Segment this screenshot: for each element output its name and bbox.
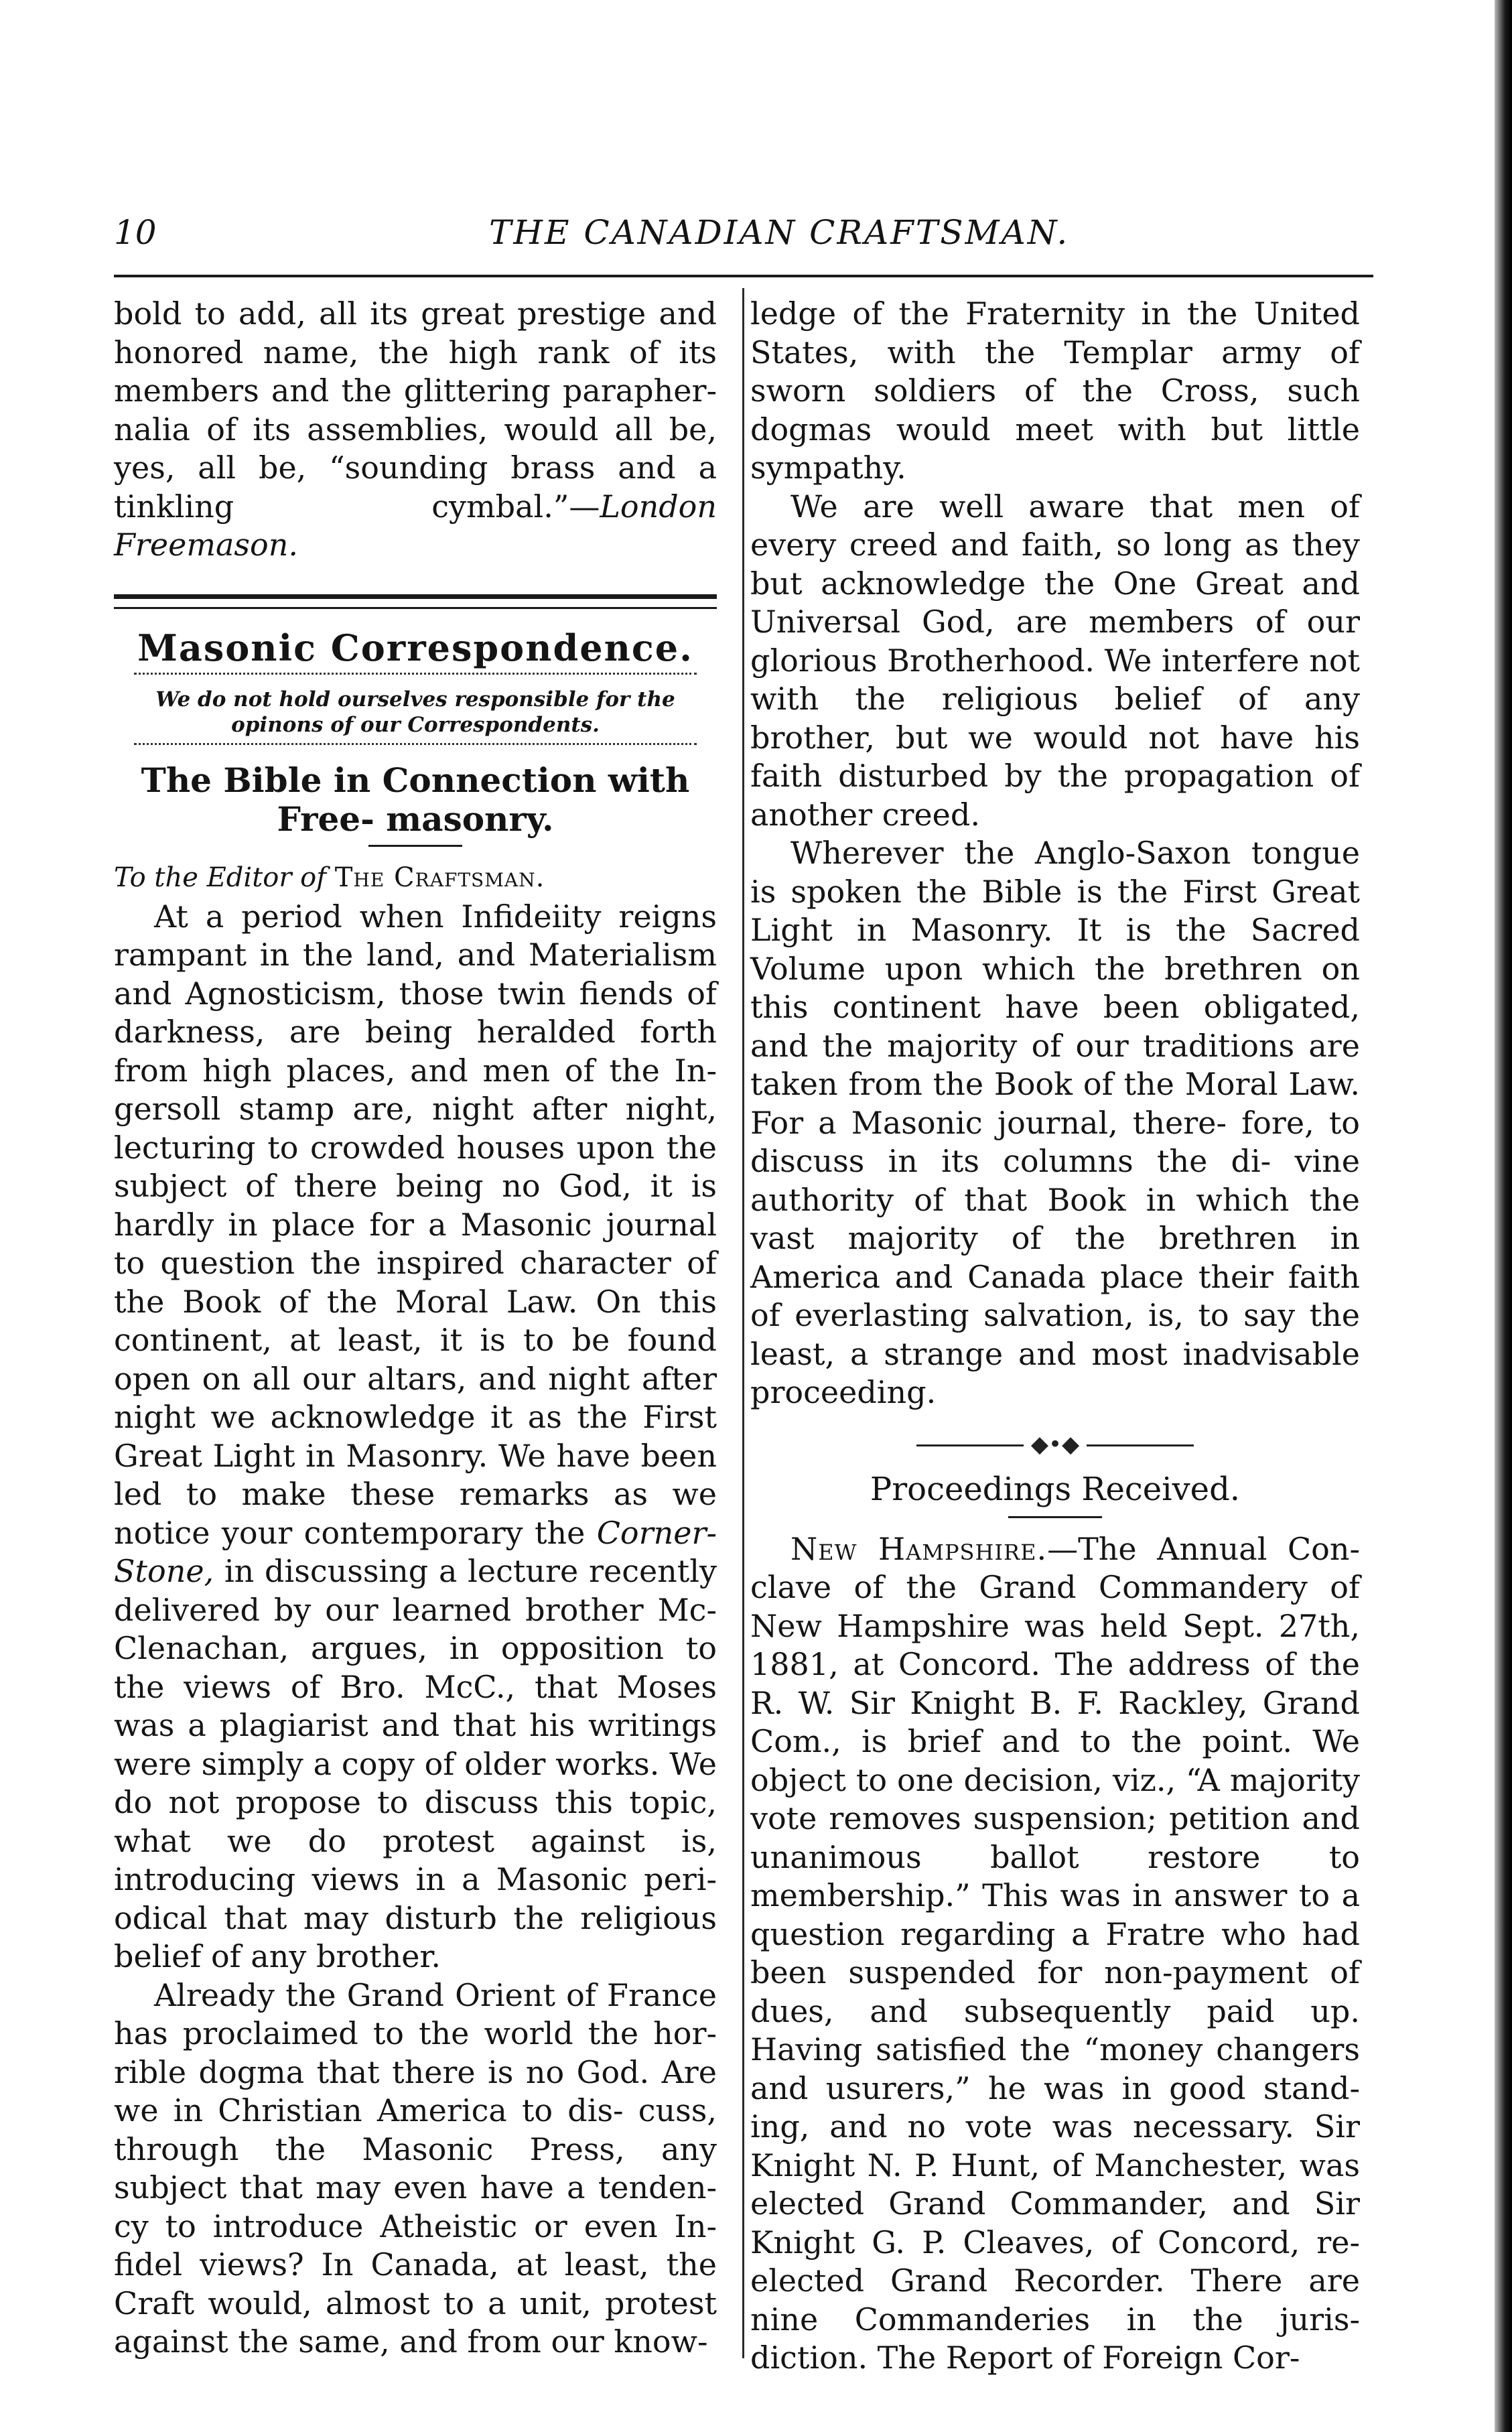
left-column bbox=[114, 295, 717, 2362]
page-edge-shadow bbox=[1495, 0, 1512, 2432]
salutation-prefix: To the Editor of bbox=[114, 862, 327, 893]
section-ornament: ◆•◆ bbox=[750, 1426, 1360, 1465]
wavy-rule bbox=[134, 673, 697, 681]
continued-paragraph bbox=[114, 295, 717, 565]
page-number: 10 bbox=[114, 213, 157, 252]
wavy-rule bbox=[134, 743, 697, 752]
proceedings-text: —The Annual Con- clave of the Grand Commandery of New Hampshire was held Sept. 27th, 1881, at Concord. The address of the R. W. Sir Knight B. F. Rackley, Grand Com., is brief and to the point. We object to one decision, viz., “A majority vote removes suspension; petition and unanimous ballot restore to membership.” This was in answer to a question regarding a Fratre who had been suspended for non-payment of dues, and subsequently paid up. Having satisfied the “money changers and usurers,” he was in good stand- ing, and no vote was necessary. Sir Knight N. P. Hunt, of Manchester, was elected Grand Commander, and Sir Knight G. P. Cleaves, of Concord, re-elected Grand Recorder. There are nine Commanderies in the juris- diction. The Report of Foreign Cor- bbox=[750, 1530, 1361, 2376]
header-rule bbox=[114, 275, 1373, 277]
page-header bbox=[114, 213, 1373, 260]
article-paragraph-1 bbox=[114, 898, 717, 1976]
running-title: THE CANADIAN CRAFTSMAN. bbox=[489, 213, 1070, 252]
salutation bbox=[114, 859, 717, 898]
proceedings-paragraph bbox=[750, 1530, 1360, 2378]
title-rule bbox=[368, 845, 462, 847]
editorial-disclaimer: We do not hold ourselves responsible for the opinons of our Correspondents. bbox=[155, 687, 675, 737]
article-paragraph-2: Already the Grand Orient of France has proclaimed to the world the hor- rible dogma that there is no God. Are we in Christian America to dis- cuss, through the Masonic Press, any subject that may even have a tenden- cy to introduce Atheistic or even In- fidel views? In Canada, at least, the Craft would, almost to a unit, protest against the same, and from our know- bbox=[114, 1976, 717, 2360]
article-title: The Bible in Connection with Free- masonry. bbox=[141, 760, 690, 839]
para1-rest: in discussing a lecture recently delivered by our learned brother Mc- Clenachan, argues, in opposition to the views of Bro. McC., that Moses was a plagiarist and that his writings were simply a copy of older works. We do not propose to discuss this topic, what we do protest against is, introducing views in a Masonic peri- odical that may disturb the religious belief of any brother. bbox=[114, 1553, 717, 1974]
article-paragraph-3: We are well aware that men of every creed and faith, so long as they but acknowledge the One Great and Universal God, are members of our glorious Brotherhood. We interfere not with the religious belief of any brother, but we would not have his faith disturbed by the propagation of another creed. bbox=[750, 488, 1360, 833]
salutation-paper: The Craftsman. bbox=[334, 862, 545, 893]
double-rule bbox=[114, 594, 717, 609]
para1-emphasis: Corner- Stone, bbox=[114, 1514, 717, 1589]
section-title-proceedings: Proceedings Received. bbox=[870, 1471, 1241, 1508]
article-paragraph-4: Wherever the Anglo-Saxon tongue is spoken the Bible is the First Great Light in Masonry. It is the Sacred Volume upon which the brethren on this continent have been obligated, and the majority of our traditions are taken from the Book of the Moral Law. For a Masonic journal, there- fore, to discuss in its columns the di- vine authority of that Book in which the vast majority of the brethren in America and Canada place their faith of everlasting salvation, is, to say the least, a strange and most inadvisable proceeding. bbox=[750, 835, 1360, 1410]
continued-source: London Freemason. bbox=[114, 488, 717, 563]
section-title-masonic-correspondence: Masonic Correspondence. bbox=[137, 626, 693, 669]
continued-paragraph-right: ledge of the Fraternity in the United States, with the Templar army of sworn soldiers of the Cross, such dogmas would meet with but little sympathy. bbox=[750, 295, 1360, 486]
proceedings-lead: New Hampshire. bbox=[791, 1530, 1048, 1567]
column-divider bbox=[742, 288, 744, 2358]
continued-text: bold to add, all its great prestige and honored name, the high rank of its members and the glittering parapher- nalia of its assemblies, would all be, yes, all be, “sounding brass and a tinkling cymbal.”— bbox=[114, 295, 717, 525]
section-rule bbox=[1008, 1516, 1102, 1518]
right-column bbox=[750, 295, 1360, 2378]
para1-text: At a period when Infideiity reigns rampant in the land, and Materialism and Agnosticism, those twin fiends of darkness, are being heralded forth from high places, and men of the In- gersoll stamp are, night after night, lecturing to crowded houses upon the subject of there being no God, it is hardly in place for a Masonic journal to question the inspired character of the Book of the Moral Law. On this continent, at least, it is to be found open on all our altars, and night after night we acknowledge it as the First Great Light in Masonry. We have been led to make these remarks as we notice your contemporary the bbox=[114, 898, 717, 1551]
